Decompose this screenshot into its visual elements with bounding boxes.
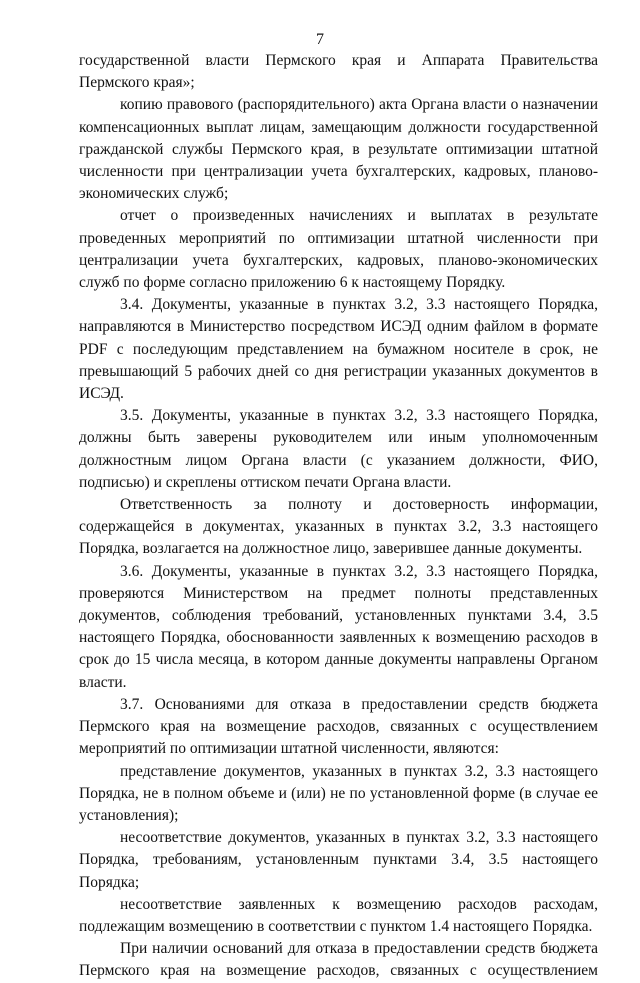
paragraph-3-4: 3.4. Документы, указанные в пунктах 3.2, 3.3 настоящего Порядка, направляются в Министерство посредством ИСЭД одним файлом в формате PDF с последующим представлением на бумажном носителе в срок, не превышающий 5 рабочих дней со дня регистрации указанных документов в ИСЭД.	[79, 296, 598, 403]
document-body	[79, 50, 598, 983]
paragraph-3-6: 3.6. Документы, указанные в пунктах 3.2, 3.3 настоящего Порядка, проверяются Министерством на предмет полноты представленных документов, соблюдения требований, установленных пунктами 3.4, 3.5 настоящего Порядка, обоснованности заявленных к возмещению расходов в срок до 15 числа месяца, в котором данные документы направлены Органом власти.	[79, 562, 598, 691]
paragraph-ground-expenses: несоответствие заявленных к возмещению расходов расходам, подлежащим возмещению в соответствии с пунктом 1.4 настоящего Порядка.	[79, 895, 598, 935]
page-number: 7	[316, 31, 324, 48]
paragraph-responsibility: Ответственность за полноту и достоверность информации, содержащейся в документах, указанных в пунктах 3.2, 3.3 настоящего Порядка, возлагается на должностное лицо, заверившее данные документы.	[79, 496, 598, 558]
paragraph-3-7: 3.7. Основаниями для отказа в предоставлении средств бюджета Пермского края на возмещение расходов, связанных с осуществлением мероприятий по оптимизации штатной численности, являются:	[79, 695, 598, 758]
paragraph-legal-act-copy: копию правового (распорядительного) акта Органа власти о назначении компенсационных выплат лицам, замещающим должности государственной гражданской службы Пермского края, в результате оптимизации штатной численности при централизации учета бухгалтерских, кадровых, планово-экономических служб;	[79, 96, 598, 203]
paragraph-ground-requirements: несоответствие документов, указанных в пунктах 3.2, 3.3 настоящего Порядка, требованиям, установленным пунктами 3.4, 3.5 настоящего Порядка;	[79, 829, 598, 891]
paragraph-continuation: государственной власти Пермского края и Аппарата Правительства Пермского края»;	[79, 52, 598, 92]
paragraph-report: отчет о произведенных начислениях и выплатах в результате проведенных мероприятий по оптимизации штатной численности при централизации учета бухгалтерских, кадровых, планово-экономических служб по форме согласно приложению 6 к настоящему Порядку.	[79, 207, 598, 292]
paragraph-3-5: 3.5. Документы, указанные в пунктах 3.2, 3.3 настоящего Порядка, должны быть заверены руководителем или иным уполномоченным должностным лицом Органа власти (с указанием должности, ФИО, подписью) и скреплены оттиском печати Органа власти.	[79, 407, 598, 491]
paragraph-ground-incomplete: представление документов, указанных в пунктах 3.2, 3.3 настоящего Порядка, не в полном объеме и (или) не по установленной форме (в случае ее установления);	[79, 762, 598, 824]
paragraph-refusal-grounds: При наличии оснований для отказа в предоставлении средств бюджета Пермского края на возмещение расходов, связанных с осуществлением	[79, 940, 598, 980]
